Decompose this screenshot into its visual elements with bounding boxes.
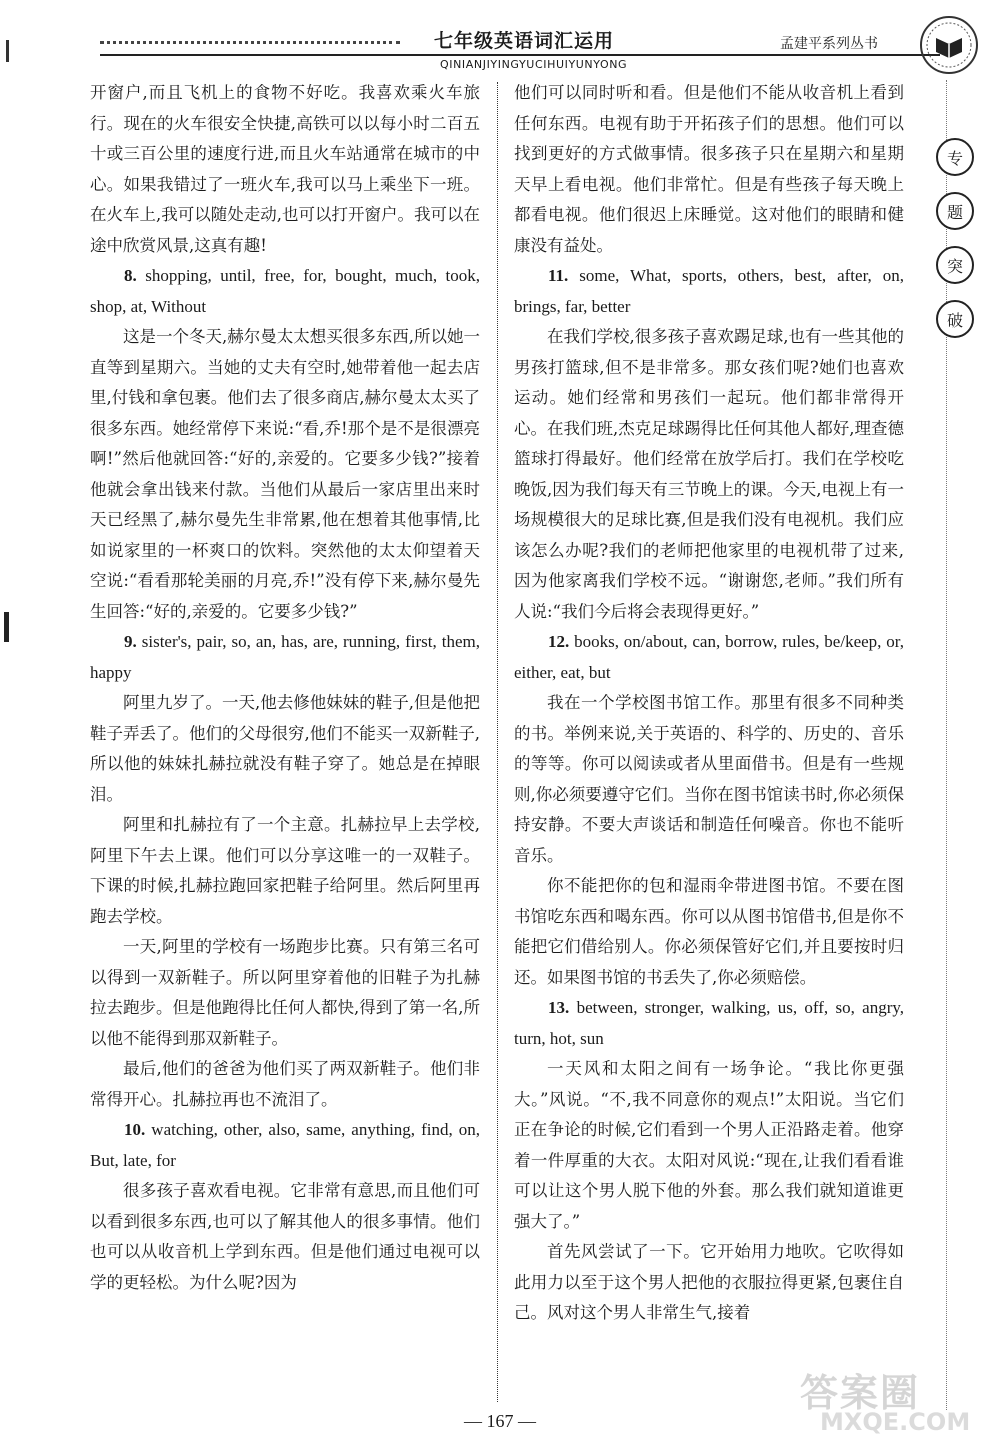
translation-paragraph: 最后,他们的爸爸为他们买了两双新鞋子。他们非常得开心。扎赫拉再也不流泪了。	[90, 1059, 480, 1109]
watermark	[800, 1362, 971, 1442]
translation-paragraph: 阿里和扎赫拉有了一个主意。扎赫拉早上去学校,阿里下午去上课。他们可以分享这唯一的一双鞋子。下课的时候,扎赫拉跑回家把鞋子给阿里。然后阿里再跑去学校。	[90, 815, 480, 926]
answer-words: sister's, pair, so, an, has, are, running, first, them, happy	[90, 632, 480, 682]
section-tab: 突	[936, 246, 974, 284]
translation-paragraph: 首先风尝试了一下。它开始用力地吹。它吹得如此用力以至于这个男人把他的衣服拉得更紧,包裹住自己。风对这个男人非常生气,接着	[514, 1242, 904, 1322]
column-divider	[497, 82, 498, 1402]
answer-key-line	[514, 993, 904, 1054]
answer-key-line	[514, 261, 904, 322]
translation-paragraph: 我在一个学校图书馆工作。那里有很多不同种类的书。举例来说,关于英语的、科学的、历史的、音乐的等等。你可以阅读或者从里面借书。但是有一些规则,你必须要遵守它们。当你在图书馆读书时,你必须保持安静。不要大声谈话和制造任何噪音。你也不能听音乐。	[514, 693, 904, 865]
page-number: — 167 —	[464, 1411, 536, 1431]
book-title: 七年级英语词汇运用	[434, 30, 615, 52]
series-logo-icon	[918, 14, 980, 76]
series-name: 孟建平系列丛书	[780, 36, 878, 52]
section-tabs	[936, 138, 978, 354]
question-number: 8.	[124, 266, 137, 285]
section-tab: 破	[936, 300, 974, 338]
answer-words: some, What, sports, others, best, after, on, brings, far, better	[514, 266, 904, 316]
answer-key-line	[514, 627, 904, 688]
question-number: 11.	[548, 266, 569, 285]
translation-paragraph: 他们可以同时听和看。但是他们不能从收音机上看到任何东西。电视有助于开拓孩子们的思想。他们可以找到更好的方式做事情。很多孩子只在星期六和星期天早上看电视。他们非常忙。但是有些孩子每天晚上都看电视。他们很迟上床睡觉。这对他们的眼睛和健康没有益处。	[514, 83, 904, 255]
header-dotted-rule	[100, 41, 400, 44]
translation-paragraph: 一天风和太阳之间有一场争论。“我比你更强大。”风说。“不,我不同意你的观点!”太阳说。当它们正在争论的时候,它们看到一个男人正沿路走着。他穿着一件厚重的大衣。太阳对风说:“现在,让我们看看谁可以让这个男人脱下他的外套。那么我们就知道谁更强大了。”	[514, 1059, 904, 1231]
answer-key-line	[90, 1115, 480, 1176]
page-header	[0, 0, 1000, 80]
watermark-url: MXQE.COM	[820, 1408, 971, 1436]
answer-key-line	[90, 261, 480, 322]
question-number: 12.	[548, 632, 570, 651]
question-number: 13.	[548, 998, 570, 1017]
scan-edge-mark	[6, 40, 9, 62]
question-number: 10.	[124, 1120, 146, 1139]
question-number: 9.	[124, 632, 137, 651]
right-column	[514, 78, 904, 1329]
section-tab: 题	[936, 192, 974, 230]
answer-words: watching, other, also, same, anything, find, on, But, late, for	[90, 1120, 481, 1170]
header-rule	[100, 54, 940, 56]
section-tab: 专	[936, 138, 974, 176]
watermark-text: 答案圈	[800, 1371, 921, 1415]
book-title-pinyin: QINIANJIYINGYUCIHUIYUNYONG	[440, 58, 628, 71]
scan-edge-mark	[4, 612, 9, 642]
translation-paragraph: 开窗户,而且飞机上的食物不好吃。我喜欢乘火车旅行。现在的火车很安全快捷,高铁可以以每小时二百五十或三百公里的速度行进,而且火车站通常在城市的中心。如果我错过了一班火车,我可以马上乘坐下一班。在火车上,我可以随处走动,也可以打开窗户。我可以在途中欣赏风景,这真有趣!	[90, 83, 480, 255]
translation-paragraph: 这是一个冬天,赫尔曼太太想买很多东西,所以她一直等到星期六。当她的丈夫有空时,她带着他一起去店里,付钱和拿包裹。他们去了很多商店,赫尔曼太太买了很多东西。她经常停下来说:“看,乔!那个是不是很漂亮啊!”然后他就回答:“好的,亲爱的。它要多少钱?”接着他就会拿出钱来付款。当他们从最后一家店里出来时天已经黑了,赫尔曼先生非常累,他在想着其他事情,比如说家里的一杯爽口的饮料。突然他的太太仰望着天空说:“看看那轮美丽的月亮,乔!”没有停下来,赫尔曼先生回答:“好的,亲爱的。它要多少钱?”	[90, 327, 480, 621]
translation-paragraph: 你不能把你的包和湿雨伞带进图书馆。不要在图书馆吃东西和喝东西。你可以从图书馆借书,但是你不能把它们借给别人。你必须保管好它们,并且要按时归还。如果图书馆的书丢失了,你必须赔偿。	[514, 876, 904, 987]
left-column	[90, 78, 480, 1298]
translation-paragraph: 一天,阿里的学校有一场跑步比赛。只有第三名可以得到一双新鞋子。所以阿里穿着他的旧鞋子为扎赫拉去跑步。但是他跑得比任何人都快,得到了第一名,所以他不能得到那双新鞋子。	[90, 937, 480, 1048]
translation-paragraph: 很多孩子喜欢看电视。它非常有意思,而且他们可以看到很多东西,也可以了解其他人的很多事情。他们也可以从收音机上学到东西。但是他们通过电视可以学的更轻松。为什么呢?因为	[90, 1181, 480, 1292]
translation-paragraph: 阿里九岁了。一天,他去修他妹妹的鞋子,但是他把鞋子弄丢了。他们的父母很穷,他们不能买一双新鞋子,所以他的妹妹扎赫拉就没有鞋子穿了。她总是在掉眼泪。	[90, 693, 480, 804]
answer-key-line	[90, 627, 480, 688]
answer-words: books, on/about, can, borrow, rules, be/keep, or, either, eat, but	[514, 632, 904, 682]
translation-paragraph: 在我们学校,很多孩子喜欢踢足球,也有一些其他的男孩打篮球,但不是非常多。那女孩们呢?她们也喜欢运动。她们经常和男孩们一起玩。他们都非常得开心。在我们班,杰克足球踢得比任何其他人都好,理查德篮球打得最好。他们经常在放学后打。我们在学校吃晚饭,因为我们每天有三节晚上的课。今天,电视上有一场规模很大的足球比赛,但是我们没有电视机。我们应该怎么办呢?我们的老师把他家里的电视机带了过来,因为他家离我们学校不远。“谢谢您,老师。”我们所有人说:“我们今后将会表现得更好。”	[514, 327, 904, 621]
answer-words: between, stronger, walking, us, off, so, angry, turn, hot, sun	[514, 998, 905, 1048]
answer-words: shopping, until, free, for, bought, much, took, shop, at, Without	[90, 266, 481, 316]
